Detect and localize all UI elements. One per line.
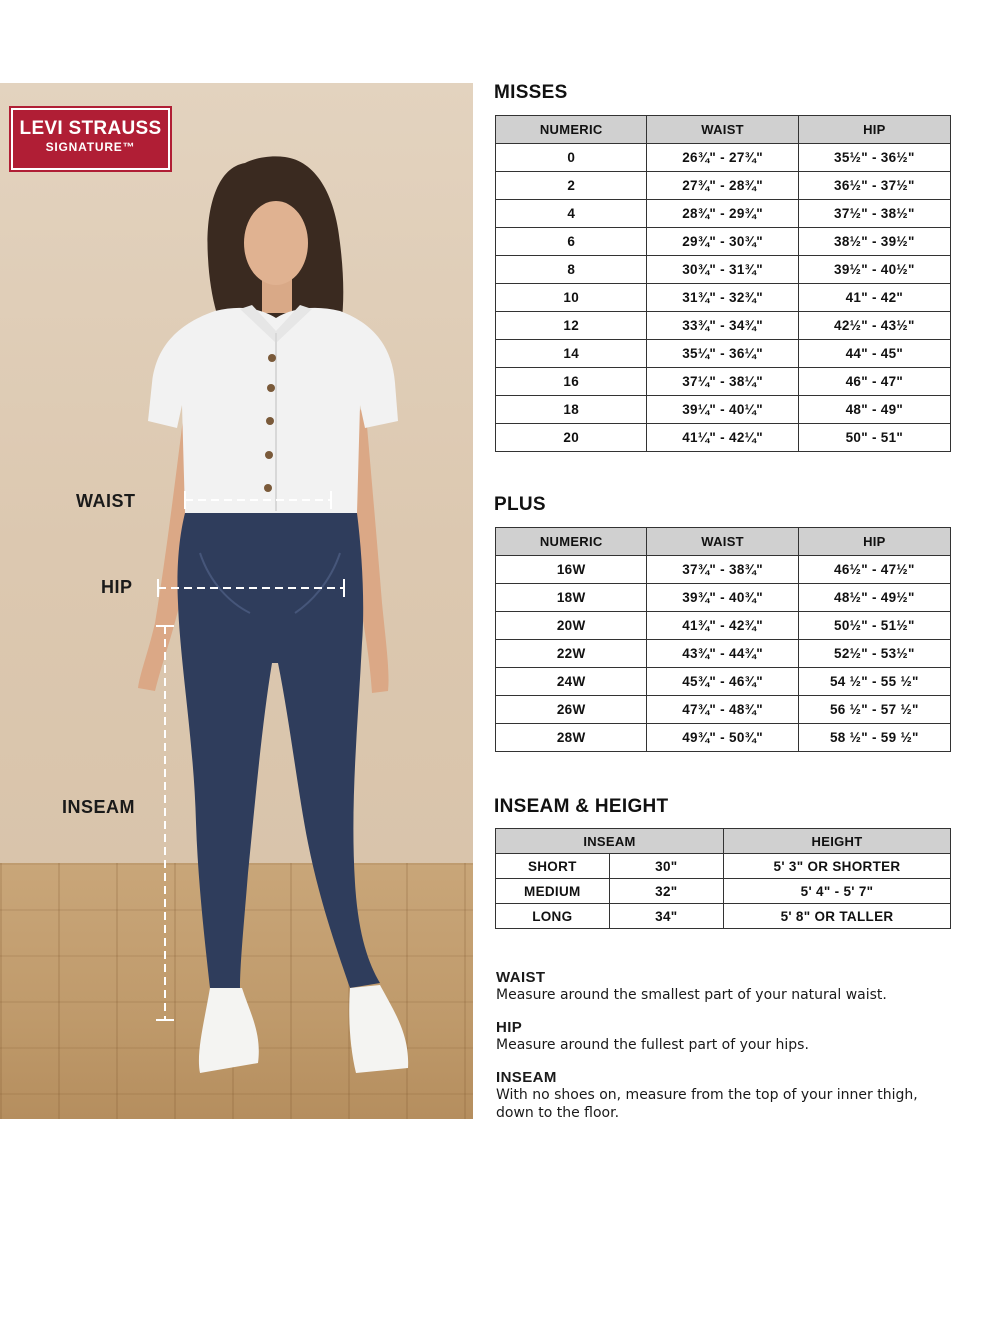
- table-cell: 12: [496, 312, 647, 340]
- misses-size-table: [495, 115, 951, 452]
- table-cell: 43¾" - 44¾": [647, 640, 798, 668]
- table-row: [496, 556, 951, 584]
- table-header-row: [496, 829, 951, 854]
- table-cell: 31¾" - 32¾": [647, 284, 798, 312]
- table-cell: 34": [609, 904, 723, 929]
- definition-heading: WAIST: [496, 969, 546, 986]
- definition-text: Measure around the fullest part of your hips.: [496, 1037, 809, 1053]
- logo-line-2: SIGNATURE™: [45, 140, 136, 154]
- table-cell: 4: [496, 200, 647, 228]
- table-row: [496, 424, 951, 452]
- table-cell: 46" - 47": [798, 368, 950, 396]
- table-cell: MEDIUM: [496, 879, 610, 904]
- table-row: [496, 368, 951, 396]
- table-cell: 38½" - 39½": [798, 228, 950, 256]
- table-cell: 58 ½" - 59 ½": [798, 724, 950, 752]
- definition-inseam: [496, 1069, 956, 1122]
- table-cell: 5' 8" OR TALLER: [724, 904, 951, 929]
- definition-text: Measure around the smallest part of your natural waist.: [496, 987, 887, 1003]
- table-cell: 0: [496, 144, 647, 172]
- table-cell: 35½" - 36½": [798, 144, 950, 172]
- table-row: [496, 668, 951, 696]
- table-cell: 2: [496, 172, 647, 200]
- table-row: [496, 854, 951, 879]
- header-cell: HEIGHT: [724, 829, 951, 854]
- table-cell: 6: [496, 228, 647, 256]
- table-row: [496, 312, 951, 340]
- header-cell: INSEAM: [496, 829, 724, 854]
- header-cell: HIP: [798, 116, 950, 144]
- header-cell: WAIST: [647, 116, 798, 144]
- table-cell: 14: [496, 340, 647, 368]
- table-row: [496, 640, 951, 668]
- table-cell: 33¾" - 34¾": [647, 312, 798, 340]
- table-cell: LONG: [496, 904, 610, 929]
- table-row: [496, 904, 951, 929]
- table-row: [496, 144, 951, 172]
- model-illustration: [0, 83, 473, 1119]
- jeans: [177, 513, 380, 988]
- inseam-height-table: [495, 828, 951, 929]
- table-cell: 35¼" - 36¼": [647, 340, 798, 368]
- definition-heading: INSEAM: [496, 1069, 557, 1086]
- table-cell: 54 ½" - 55 ½": [798, 668, 950, 696]
- table-cell: 24W: [496, 668, 647, 696]
- table-cell: 52½" - 53½": [798, 640, 950, 668]
- table-row: [496, 724, 951, 752]
- inseam-height-title: INSEAM & HEIGHT: [494, 796, 669, 817]
- table-cell: 45¾" - 46¾": [647, 668, 798, 696]
- table-row: [496, 612, 951, 640]
- table-cell: 16W: [496, 556, 647, 584]
- table-row: [496, 696, 951, 724]
- left-sneaker: [199, 988, 259, 1073]
- table-cell: 41" - 42": [798, 284, 950, 312]
- header-cell: HIP: [798, 528, 950, 556]
- table-cell: 41¼" - 42¼": [647, 424, 798, 452]
- definition-waist: [496, 969, 956, 1004]
- table-cell: SHORT: [496, 854, 610, 879]
- table-cell: 18W: [496, 584, 647, 612]
- header-cell: NUMERIC: [496, 528, 647, 556]
- table-cell: 30": [609, 854, 723, 879]
- table-cell: 18: [496, 396, 647, 424]
- definition-text: With no shoes on, measure from the top of your inner thigh, down to the floor.: [496, 1087, 918, 1121]
- table-cell: 50" - 51": [798, 424, 950, 452]
- header-cell: WAIST: [647, 528, 798, 556]
- table-row: [496, 584, 951, 612]
- table-cell: 49¾" - 50¾": [647, 724, 798, 752]
- table-cell: 37¾" - 38¾": [647, 556, 798, 584]
- table-cell: 20W: [496, 612, 647, 640]
- table-cell: 5' 3" OR SHORTER: [724, 854, 951, 879]
- table-cell: 26¾" - 27¾": [647, 144, 798, 172]
- table-cell: 44" - 45": [798, 340, 950, 368]
- table-cell: 28¾" - 29¾": [647, 200, 798, 228]
- waist-label: WAIST: [76, 491, 136, 511]
- table-row: [496, 340, 951, 368]
- table-cell: 39¾" - 40¾": [647, 584, 798, 612]
- brand-logo: [11, 108, 170, 170]
- definition-heading: HIP: [496, 1019, 523, 1036]
- table-cell: 50½" - 51½": [798, 612, 950, 640]
- table-row: [496, 879, 951, 904]
- table-row: [496, 172, 951, 200]
- table-cell: 48" - 49": [798, 396, 950, 424]
- table-cell: 32": [609, 879, 723, 904]
- plus-title: PLUS: [494, 494, 546, 515]
- right-sneaker: [349, 985, 408, 1073]
- table-cell: 27¾" - 28¾": [647, 172, 798, 200]
- table-cell: 30¾" - 31¾": [647, 256, 798, 284]
- table-row: [496, 284, 951, 312]
- table-cell: 41¾" - 42¾": [647, 612, 798, 640]
- table-cell: 16: [496, 368, 647, 396]
- table-cell: 20: [496, 424, 647, 452]
- table-cell: 47¾" - 48¾": [647, 696, 798, 724]
- header-cell: NUMERIC: [496, 116, 647, 144]
- inseam-label: INSEAM: [62, 797, 136, 817]
- table-cell: 37¼" - 38¼": [647, 368, 798, 396]
- plus-size-table: [495, 527, 951, 752]
- table-row: [496, 256, 951, 284]
- table-cell: 22W: [496, 640, 647, 668]
- face: [244, 201, 308, 285]
- table-cell: 28W: [496, 724, 647, 752]
- table-row: [496, 396, 951, 424]
- table-header-row: [496, 528, 951, 556]
- table-cell: 37½" - 38½": [798, 200, 950, 228]
- table-cell: 26W: [496, 696, 647, 724]
- table-row: [496, 228, 951, 256]
- table-cell: 56 ½" - 57 ½": [798, 696, 950, 724]
- inseam-measure-line: [156, 626, 174, 1020]
- definition-hip: [496, 1019, 956, 1054]
- table-cell: 42½" - 43½": [798, 312, 950, 340]
- table-cell: 48½" - 49½": [798, 584, 950, 612]
- misses-title: MISSES: [494, 82, 568, 103]
- table-cell: 36½" - 37½": [798, 172, 950, 200]
- table-header-row: [496, 116, 951, 144]
- table-cell: 8: [496, 256, 647, 284]
- hip-label: HIP: [101, 577, 133, 597]
- logo-line-1: LEVI STRAUSS: [19, 118, 162, 139]
- table-cell: 10: [496, 284, 647, 312]
- table-cell: 46½" - 47½": [798, 556, 950, 584]
- model-photo: [0, 83, 473, 1119]
- table-cell: 39¼" - 40¼": [647, 396, 798, 424]
- table-row: [496, 200, 951, 228]
- table-cell: 29¾" - 30¾": [647, 228, 798, 256]
- table-cell: 39½" - 40½": [798, 256, 950, 284]
- table-cell: 5' 4" - 5' 7": [724, 879, 951, 904]
